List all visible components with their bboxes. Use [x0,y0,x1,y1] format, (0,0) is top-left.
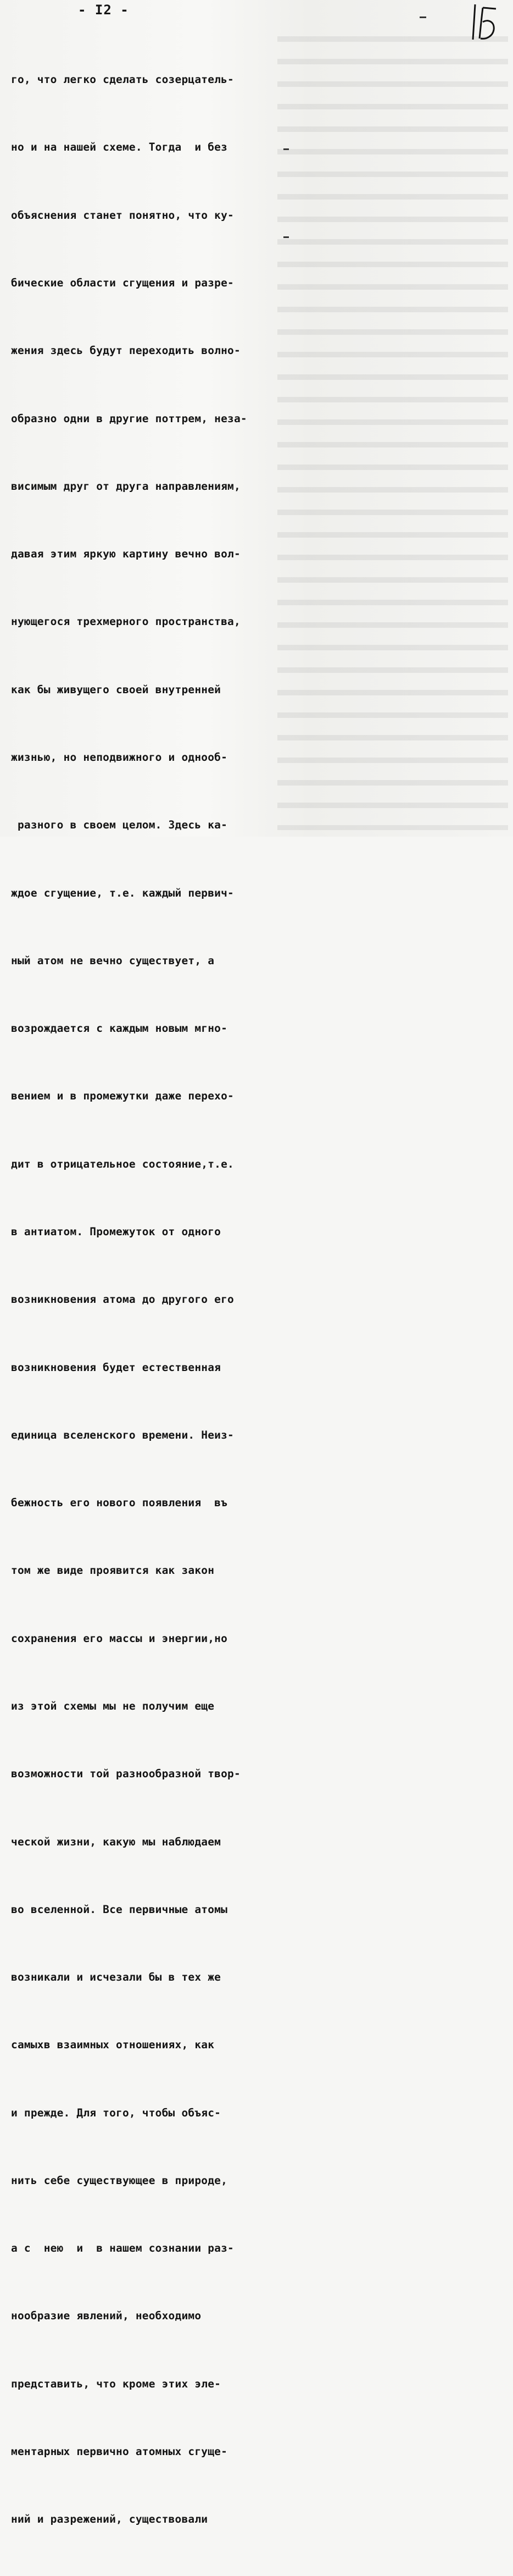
text-line: самыхв взаимных отношениях, как [11,2038,215,2052]
text-line: жения здесь будут переходить волно- [11,344,241,357]
text-line: висимым друг от друга направлениям, [11,479,241,493]
text-line: образно одни в другие поттрем, неза- [11,412,247,425]
margin-mark [283,148,289,150]
text-line: нующегося трехмерного пространства, [11,615,241,628]
handwritten-folio-number [470,0,503,44]
text-line: единица вселенского времени. Неиз- [11,1428,234,1441]
text-line: нообразие явлений, необходимо [11,2309,202,2323]
text-line: бежность его нового появления въ [11,1496,228,1510]
text-line: ментарных первично атомных сгуще- [11,2445,228,2458]
typewritten-body [11,23,272,2576]
text-line: ный атом не вечно существует, а [11,954,215,967]
text-line: нить себе существующее в природе, [11,2174,228,2187]
text-line: го, что легко сделать созерцатель- [11,73,234,86]
text-line: а с нею и в нашем сознании раз- [11,2242,234,2255]
margin-mark [420,16,426,18]
margin-mark [283,236,289,238]
text-line: разного в своем целом. Здесь ка- [11,819,228,832]
text-line: жизнью, но неподвижного и однооб- [11,751,228,764]
text-line: ждое сгущение, т.е. каждый первич- [11,886,234,899]
text-line: том же виде проявится как закон [11,1564,215,1577]
text-line: возникновения атома до другого его [11,1293,234,1306]
text-line: возможности той разнообразной твор- [11,1767,241,1781]
text-line: сохранения его массы и энергии,но [11,1632,228,1645]
text-line: объяснения станет понятно, что ку- [11,208,234,222]
text-line: возникали и исчезали бы в тех же [11,1971,221,1984]
text-line: вением и в промежутки даже перехо- [11,1090,234,1103]
text-line: бические области сгущения и разре- [11,277,234,290]
text-line: но и на нашей схеме. Тогда и без [11,141,228,154]
page-number: - I2 - [78,2,129,18]
text-line: ческой жизни, какую мы наблюдаем [11,1835,221,1848]
text-line: как бы живущего своей внутренней [11,683,221,696]
text-line: во вселенной. Все первичные атомы [11,1903,228,1916]
text-line: ний и разрежений, существовали [11,2513,208,2526]
text-line: возникновения будет естественная [11,1361,221,1374]
bleed-through-text [277,22,508,830]
text-line: в антиатом. Промежуток от одного [11,1225,221,1238]
text-line: из этой схемы мы не получим еще [11,1699,215,1712]
text-line: представить, что кроме этих эле- [11,2377,221,2390]
text-line: давая этим яркую картину вечно вол- [11,548,241,561]
text-line: и прежде. Для того, чтобы объяс- [11,2106,221,2119]
text-line: дит в отрицательное состояние,т.е. [11,1157,234,1170]
text-line: возрождается с каждым новым мгно- [11,1022,228,1035]
